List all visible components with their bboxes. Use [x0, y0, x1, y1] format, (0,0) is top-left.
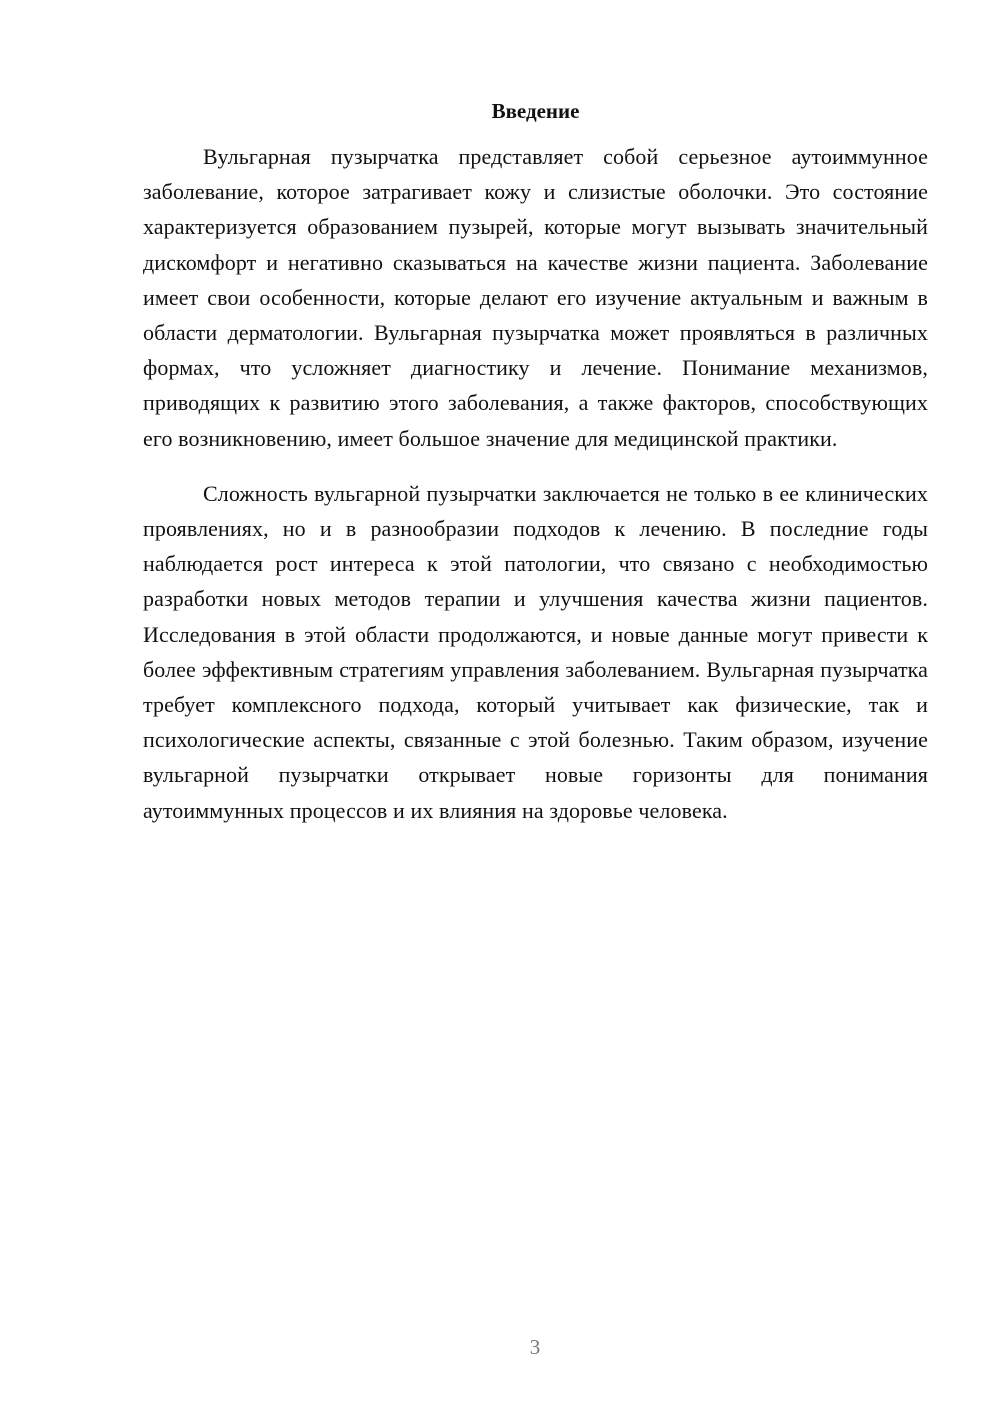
- page-number: 3: [529, 1335, 541, 1359]
- section-heading: Введение: [491, 99, 580, 123]
- paragraph-1: Вульгарная пузырчатка представляет собой серьезное аутоиммунное заболевание, которое затрагивает кожу и слизистые оболочки. Это состояние характеризуется образованием пузырей, которые могут вызывать значительный дискомфорт и негативно сказываться на качестве жизни пациента. Заболевание имеет свои особенности, которые делают его изучение актуальным и важным в области дерматологии. Вульгарная пузырчатка может проявляться в различных формах, что усложняет диагностику и лечение. Понимание механизмов, приводящих к развитию этого заболевания, а также факторов, способствующих его возникновению, имеет большое значение для медицинской практики.: [143, 144, 928, 451]
- page-content: [143, 96, 928, 828]
- paragraph-2: Сложность вульгарной пузырчатки заключается не только в ее клинических проявлениях, но и в разнообразии подходов к лечению. В последние годы наблюдается рост интереса к этой патологии, что связано с необходимостью разработки новых методов терапии и улучшения качества жизни пациентов. Исследования в этой области продолжаются, и новые данные могут привести к более эффективным стратегиям управления заболеванием. Вульгарная пузырчатка требует комплексного подхода, который учитывает как физические, так и психологические аспекты, связанные с этой болезнью. Таким образом, изучение вульгарной пузырчатки открывает новые горизонты для понимания аутоиммунных процессов и их влияния на здоровье человека.: [143, 480, 928, 823]
